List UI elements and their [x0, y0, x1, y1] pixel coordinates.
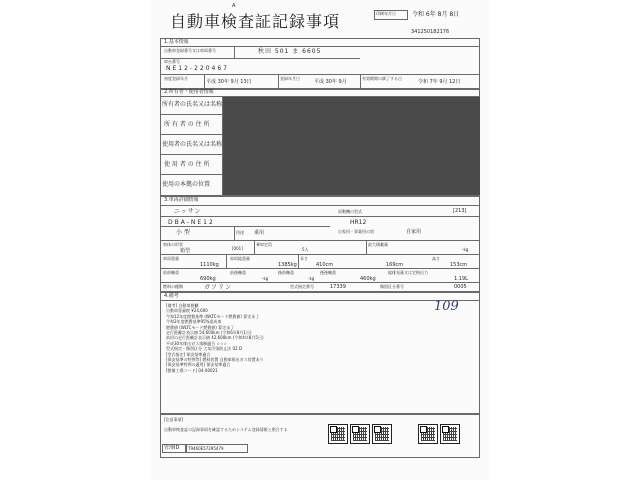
rear-front-axle-value: -kg [308, 276, 315, 281]
expiry-label: 有効期間の満了する日 [362, 76, 402, 81]
max-load-value: -kg [462, 247, 469, 252]
qr-code [350, 424, 370, 444]
rear-axle-label: 後後軸重 [320, 270, 336, 275]
remark-line: 前回の走行距離計表示値 42,600km (令和4年8月5日) [166, 335, 264, 341]
remark-line: [型式指定] 保安基準適合 [166, 351, 211, 357]
reg-label: 登録年月日 [280, 76, 300, 81]
issue-date-label: 印刷年月日 [376, 11, 396, 16]
model-number-value: 17339 [330, 284, 346, 290]
document-number: 341250182176 [411, 29, 450, 35]
remark-line: 令和12年度燃費基準 (WLTCモード燃費値) 算定未了 [166, 313, 260, 319]
model-number-label: 型式指定番号 [290, 284, 314, 289]
max-load-label: 最大積載量 [368, 242, 388, 247]
user-name-label: 使用者の氏名又は名称 [162, 141, 223, 148]
issue-date: 令和 6年 8月 8日 [412, 11, 460, 18]
remark-line: 令和2年度燃費基準95%達成車 [166, 319, 222, 325]
chassis-number: NE12-220467 [166, 65, 229, 72]
engine-model: HR12 [350, 219, 367, 226]
length-value: 410cm [316, 262, 334, 268]
remark-line: [整備工場コード] 04-00021 [166, 367, 218, 373]
category-label: 類別区分番号 [380, 284, 404, 289]
category-value: 0005 [454, 284, 467, 290]
front-axle-value: 690kg [200, 276, 216, 282]
remark-line: 自動車重量税 ¥24,600 [166, 308, 208, 314]
qr-code [440, 424, 460, 444]
use-label: 自家用・事業用の別 [338, 229, 374, 234]
reg-date: 平成 30年 9月 [314, 79, 347, 85]
remark-line: 型式指定・類別区分 大気汚染防止法 02 D [166, 346, 242, 352]
section2-heading: 2.所有者・使用者情報 [164, 89, 214, 95]
chassis-label: 車台番号 [164, 59, 180, 64]
vehicle-kind: 小 型 [176, 229, 190, 236]
front2-axle-value: -kg [262, 276, 269, 281]
capacity-label: 乗車定員 [256, 242, 272, 247]
remark-line: 平成30年排出ガス規制適合 ☆☆☆ [166, 340, 228, 346]
base-location-label: 使用の本拠の位置 [162, 181, 211, 188]
remark-line: 燃費値 (WLTCモード燃費値) 算定未了 [166, 324, 235, 330]
expiry-date: 令和 7年 9月 12日 [418, 79, 461, 85]
vehicle-type: DBA-NE12 [168, 219, 215, 226]
plate-label: 自動車登録番号又は車両番号 [164, 48, 216, 53]
first-reg-label: 初度登録年月 [164, 76, 188, 81]
rear-axle-value: 460kg [360, 276, 376, 282]
weight-value: 1110kg [200, 262, 219, 268]
owner-name-label: 所有者の氏名又は名称 [162, 101, 223, 108]
width-value: 169cm [386, 262, 404, 268]
fuel-value: ガソリン [204, 284, 233, 291]
owner-address-label: 所 有 者 の 住 所 [164, 121, 210, 128]
qr-code [372, 424, 392, 444]
rear-front-axle-label: 後前軸重 [278, 270, 294, 275]
fuel-label: 燃料の種類 [163, 284, 183, 289]
qr-code [418, 424, 438, 444]
height-label: 高さ [432, 256, 440, 261]
remark-line: [保安基準特例の適用] 保安基準適合 [166, 362, 231, 368]
user-address-label: 使 用 者 の 住 所 [164, 161, 210, 168]
gross-weight-label: 車両総重量 [230, 256, 250, 261]
shape-value: 箱型 [180, 248, 191, 254]
front-axle-label: 前前軸重 [163, 270, 179, 275]
purpose-label: 用途 [236, 230, 244, 235]
gross-weight-value: 1385kg [278, 262, 297, 268]
note-label: [注意事項] [164, 417, 184, 422]
remark-line: [備考] 自動車税欄 [166, 303, 199, 308]
purpose-value: 乗用 [254, 230, 265, 236]
redacted-personal-info [223, 97, 480, 195]
shape-code: [001] [232, 246, 243, 251]
engine-type-label: 原動機の型式 [338, 209, 362, 214]
note-text: 自動車検査証の記録事項を確認するためシステム登録情報と照合する [164, 427, 288, 432]
front2-axle-label: 前後軸重 [230, 270, 246, 275]
section4-heading: 4.備考 [164, 293, 179, 299]
remark-line: [保安基準の特例等] 燃料装置 自動車排出ガス装置あり [166, 357, 264, 362]
height-value: 153cm [450, 262, 468, 268]
weight-label: 車両重量 [163, 256, 179, 261]
model-code: [213] [453, 208, 467, 214]
capacity-value: 5人 [302, 247, 309, 252]
maker-name: ニッサン [174, 208, 202, 215]
inspection-record-sheet [150, 0, 490, 480]
use-value: 自家用 [406, 229, 422, 235]
first-reg-date: 平成 30年 9月 13日 [206, 79, 252, 85]
remark-line: 走行距離計表示値 54,600km (令和6年8月1日) [166, 330, 252, 335]
id-label: 管理ID [164, 445, 180, 451]
handwritten-number: 109 [434, 299, 459, 314]
section3-heading: 3.車両詳細情報 [164, 197, 199, 203]
section1-heading: 1.基本情報 [164, 39, 189, 45]
displacement-value: 1.19L [454, 276, 468, 282]
document-title: 自動車検査証記録事項 [170, 12, 341, 31]
qr-code [328, 424, 348, 444]
sheet-marker: A [232, 3, 236, 9]
length-label: 長さ [300, 256, 308, 261]
shape-label: 車体の形状 [163, 242, 183, 247]
displacement-label: 総排気量又は定格出力 [388, 270, 428, 275]
id-value: T9460E57295479 [188, 446, 224, 451]
plate-number: 秋田 501 ま 6605 [258, 48, 322, 55]
